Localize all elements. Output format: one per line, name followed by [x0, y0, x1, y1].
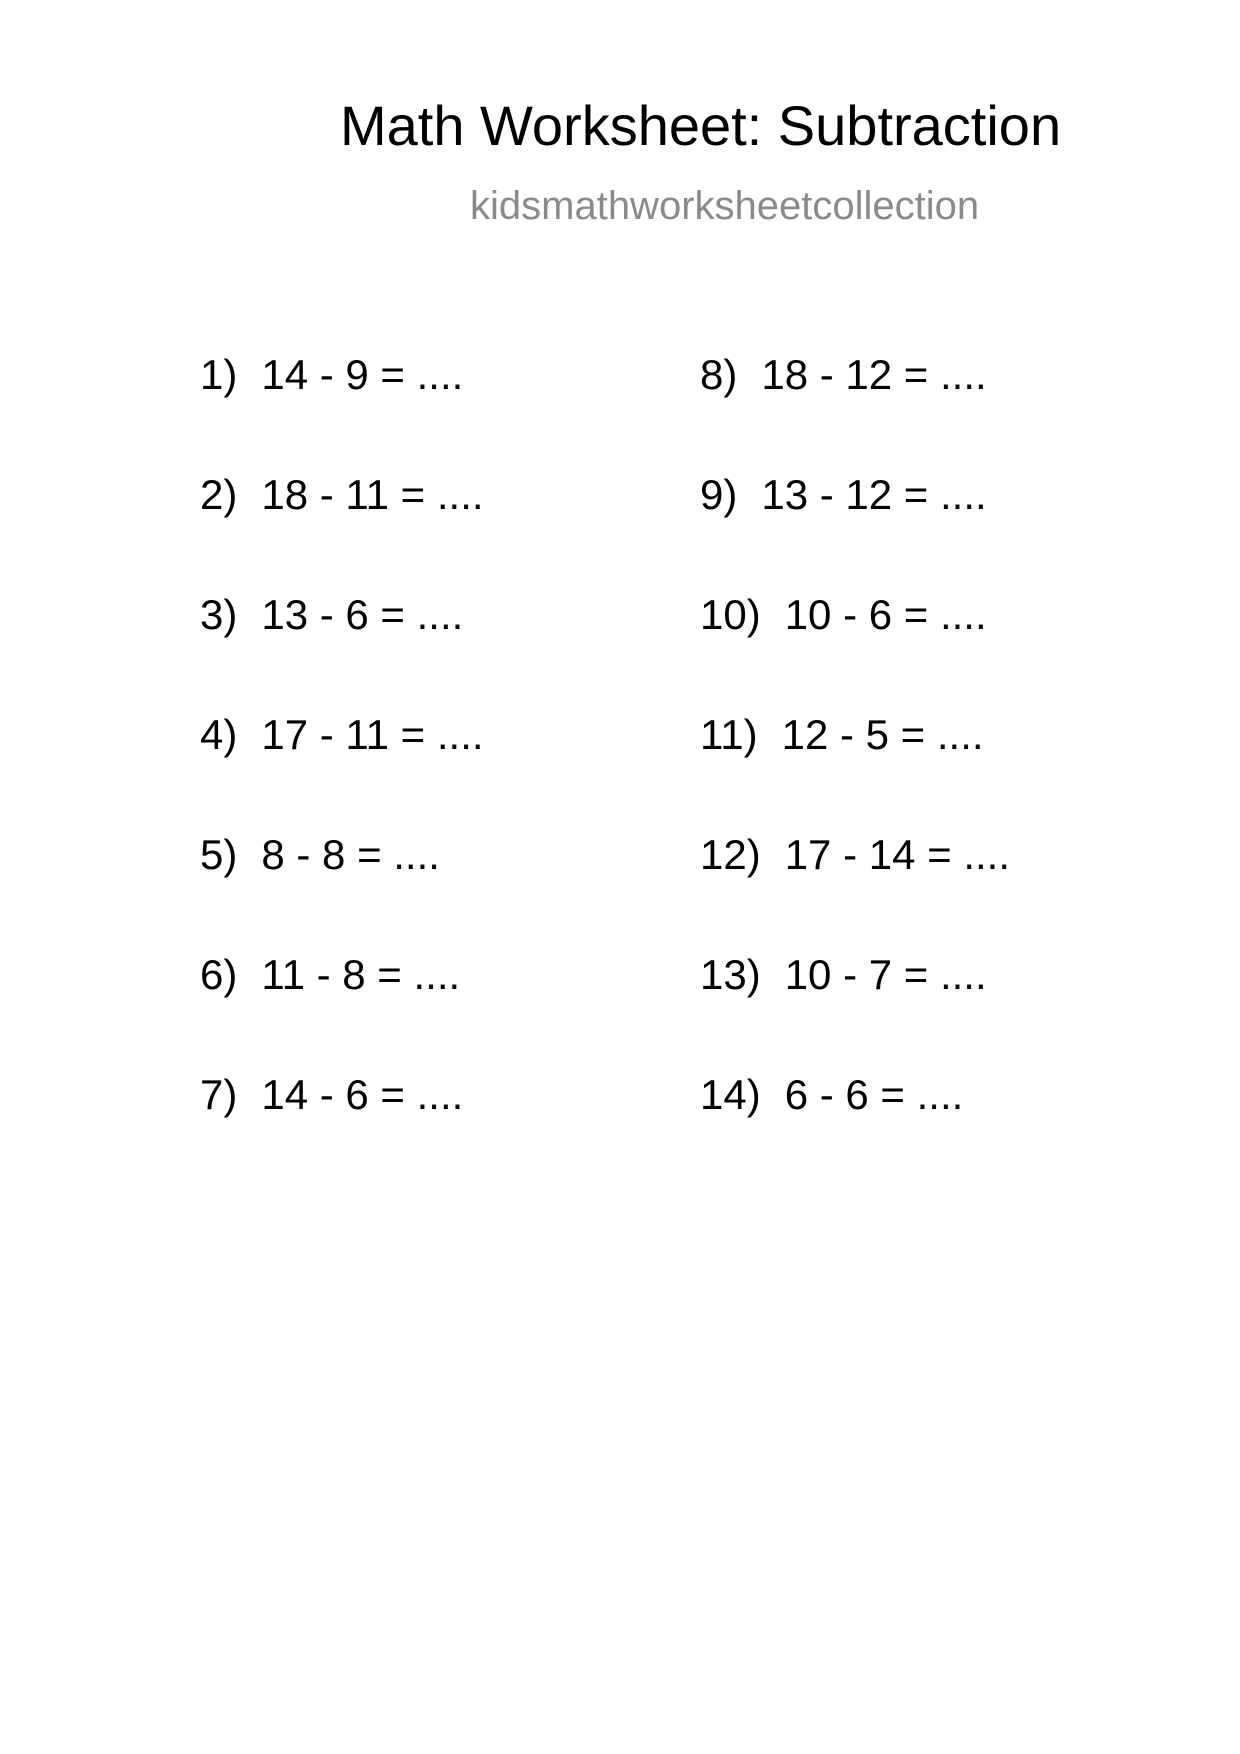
problem-number: 3)	[200, 591, 238, 638]
problem-item	[200, 952, 484, 1072]
problem-column-left	[200, 352, 484, 1192]
problem-number: 13)	[700, 951, 761, 998]
problem-expression: 17 - 11 = ....	[261, 711, 484, 758]
problem-item	[200, 592, 484, 712]
problem-column-right	[700, 352, 1010, 1192]
problem-expression: 13 - 6 = ....	[261, 591, 464, 638]
problem-item	[700, 832, 1010, 952]
problem-number: 14)	[700, 1071, 761, 1118]
problem-number: 8)	[700, 351, 738, 398]
problem-expression: 8 - 8 = ....	[261, 831, 440, 878]
problem-number: 1)	[200, 351, 238, 398]
problem-expression: 11 - 8 = ....	[261, 951, 461, 998]
problem-expression: 14 - 6 = ....	[261, 1071, 464, 1118]
problem-number: 7)	[200, 1071, 238, 1118]
problem-item	[700, 712, 1010, 832]
problem-expression: 6 - 6 = ....	[784, 1071, 964, 1118]
worksheet-title: Math Worksheet: Subtraction	[340, 94, 1062, 157]
worksheet-subtitle: kidsmathworksheetcollection	[470, 184, 980, 228]
problem-item	[700, 952, 1010, 1072]
problem-expression: 12 - 5 = ....	[781, 711, 984, 758]
problem-expression: 18 - 11 = ....	[261, 471, 484, 518]
problem-item	[200, 1072, 484, 1192]
problem-expression: 10 - 6 = ....	[784, 591, 987, 638]
problem-item	[200, 352, 484, 472]
problem-number: 11)	[700, 711, 758, 758]
problem-item	[700, 352, 1010, 472]
problem-item	[200, 712, 484, 832]
problem-item	[700, 472, 1010, 592]
problem-item	[200, 832, 484, 952]
problem-number: 10)	[700, 591, 761, 638]
problem-number: 12)	[700, 831, 761, 878]
problem-expression: 17 - 14 = ....	[784, 831, 1011, 878]
problem-item	[200, 472, 484, 592]
problem-expression: 13 - 12 = ....	[761, 471, 987, 518]
problem-item	[700, 592, 1010, 712]
problem-number: 2)	[200, 471, 238, 518]
problem-expression: 14 - 9 = ....	[261, 351, 464, 398]
problem-expression: 18 - 12 = ....	[761, 351, 987, 398]
problem-item	[700, 1072, 1010, 1192]
problem-number: 4)	[200, 711, 238, 758]
problem-number: 9)	[700, 471, 738, 518]
problem-number: 5)	[200, 831, 238, 878]
problem-number: 6)	[200, 951, 238, 998]
problem-expression: 10 - 7 = ....	[784, 951, 987, 998]
